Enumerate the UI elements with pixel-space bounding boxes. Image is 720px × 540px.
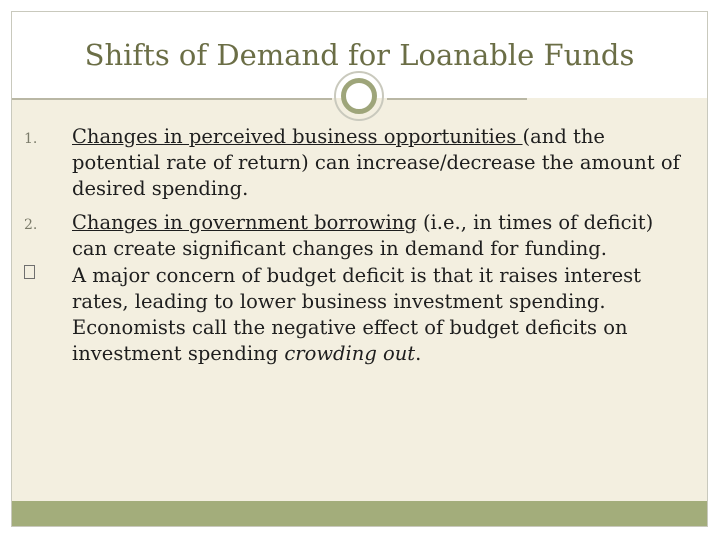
- slide-title: Shifts of Demand for Loanable Funds: [84, 38, 635, 72]
- item-text-rest: (and the potential rate of return) can increase/decrease the amount of desired spending.: [72, 125, 680, 200]
- list-item-text: [72, 263, 692, 367]
- title-divider-right: [387, 98, 527, 100]
- item-text: A major concern of budget deficit is that it raises interest rates, leading to lower business investment spending. Economists call the negative effect of budget deficits on investment spending: [72, 264, 642, 365]
- list-marker: 1.: [24, 131, 38, 147]
- list-item-text: [72, 124, 692, 202]
- footer-band: [12, 501, 707, 526]
- item-text-after: .: [415, 342, 422, 365]
- circle-ornament-icon: [341, 78, 377, 114]
- underlined-phrase: Changes in perceived business opportunities: [72, 125, 523, 148]
- title-divider-left: [12, 98, 332, 100]
- item-text-rest: (i.e., in times of deficit) can create significant changes in demand for funding.: [72, 211, 654, 260]
- square-bullet-icon: [24, 265, 35, 279]
- slide: [11, 11, 708, 527]
- list-marker: 2.: [24, 217, 38, 233]
- underlined-phrase: Changes in government borrowing: [72, 211, 417, 234]
- list-item-text: [72, 210, 692, 262]
- italic-term: crowding out: [284, 342, 416, 365]
